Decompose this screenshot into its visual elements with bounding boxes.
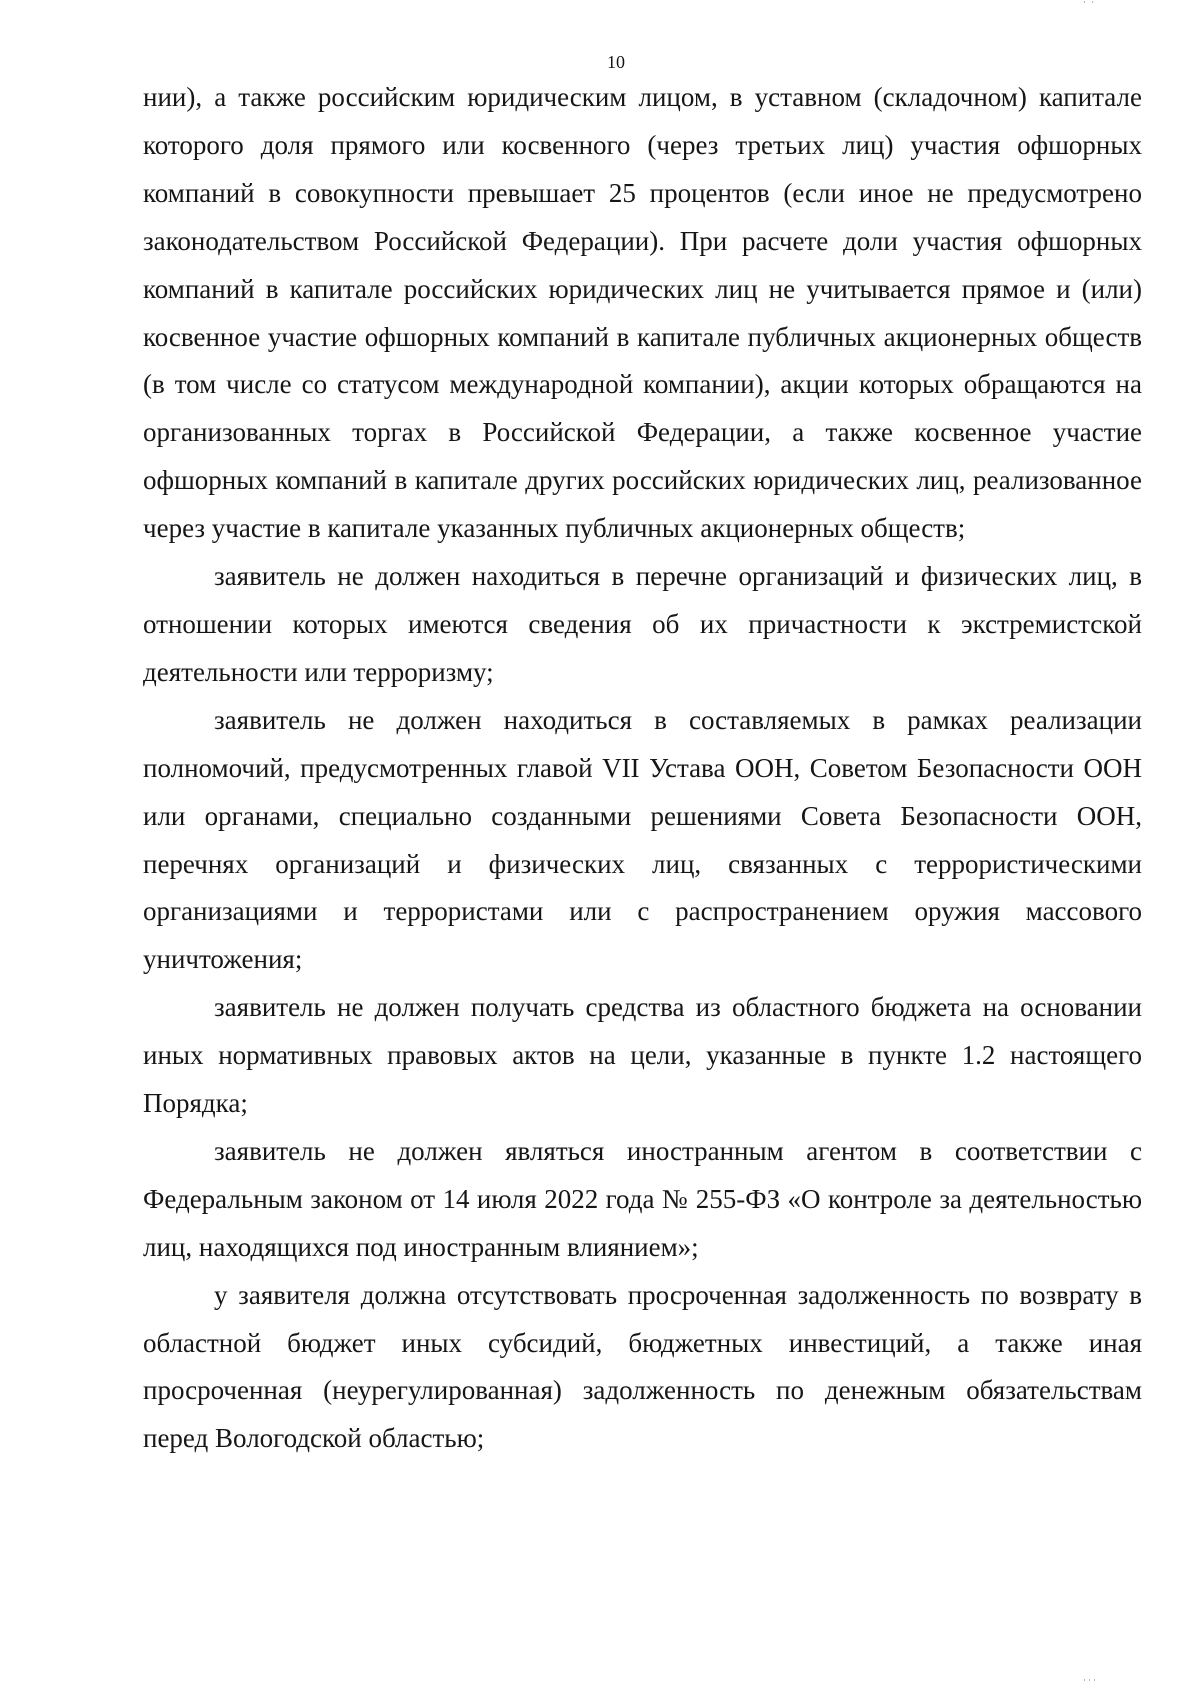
paragraph-not-foreign-agent: заявитель не должен являться иностранным агентом в соответствии с Федеральным законом от 14 июля 2022 года № 255-ФЗ «О контроле за деятельностью лиц, находящихся под иностранным влиянием»; [143, 1135, 1142, 1262]
paragraph-un-sanctions-list: заявитель не должен находиться в составляемых в рамках реализации полномочий, предусмотренных главой VII Устава ООН, Советом Безопасности ООН или органами, специально созданными решениями Совета Безопасности ООН, перечнях организаций и физических лиц, связанных с террористическими организациями и террористами или с распространением оружия массового уничтожения; [143, 704, 1142, 975]
scan-artifact-top: ˙ ˙ [1082, 1, 1096, 12]
paragraph-no-other-budget-funds: заявитель не должен получать средства из областного бюджета на основании иных нормативных правовых актов на цели, указанные в пункте 1.2 настоящего Порядка; [143, 992, 1142, 1119]
paragraph-continuation: нии), а также российским юридическим лицом, в уставном (складочном) капитале которого доля прямого или косвенного (через третьих лиц) участия офшорных компаний в совокупности превышает 25 процентов (если иное не предусмотрено законодательством Российской Федерации). При расчете доли участия офшорных компаний в капитале российских юридических лиц не учитывается прямое и (или) косвенное участие офшорных компаний в капитале публичных акционерных обществ (в том числе со статусом международной компании), акции которых обращаются на организованных торгах в Российской Федерации, а также косвенное участие офшорных компаний в капитале других российских юридических лиц, реализованное через участие в капитале указанных публичных акционерных обществ; [143, 82, 1142, 544]
scan-artifact-bottom: ˙˙˙ [1082, 1679, 1097, 1690]
paragraph-no-overdue-debt: у заявителя должна отсутствовать просроченная задолженность по возврату в областной бюджет иных субсидий, бюджетных инвестиций, а также иная просроченная (неурегулированная) задолженность по денежным обязательствам перед Вологодской областью; [143, 1279, 1142, 1454]
document-body [143, 74, 1142, 1463]
page-number: 10 [607, 52, 625, 72]
paragraph-extremism-list: заявитель не должен находиться в перечне организаций и физических лиц, в отношении которых имеются сведения об их причастности к экстремистской деятельности или терроризму; [143, 561, 1142, 687]
